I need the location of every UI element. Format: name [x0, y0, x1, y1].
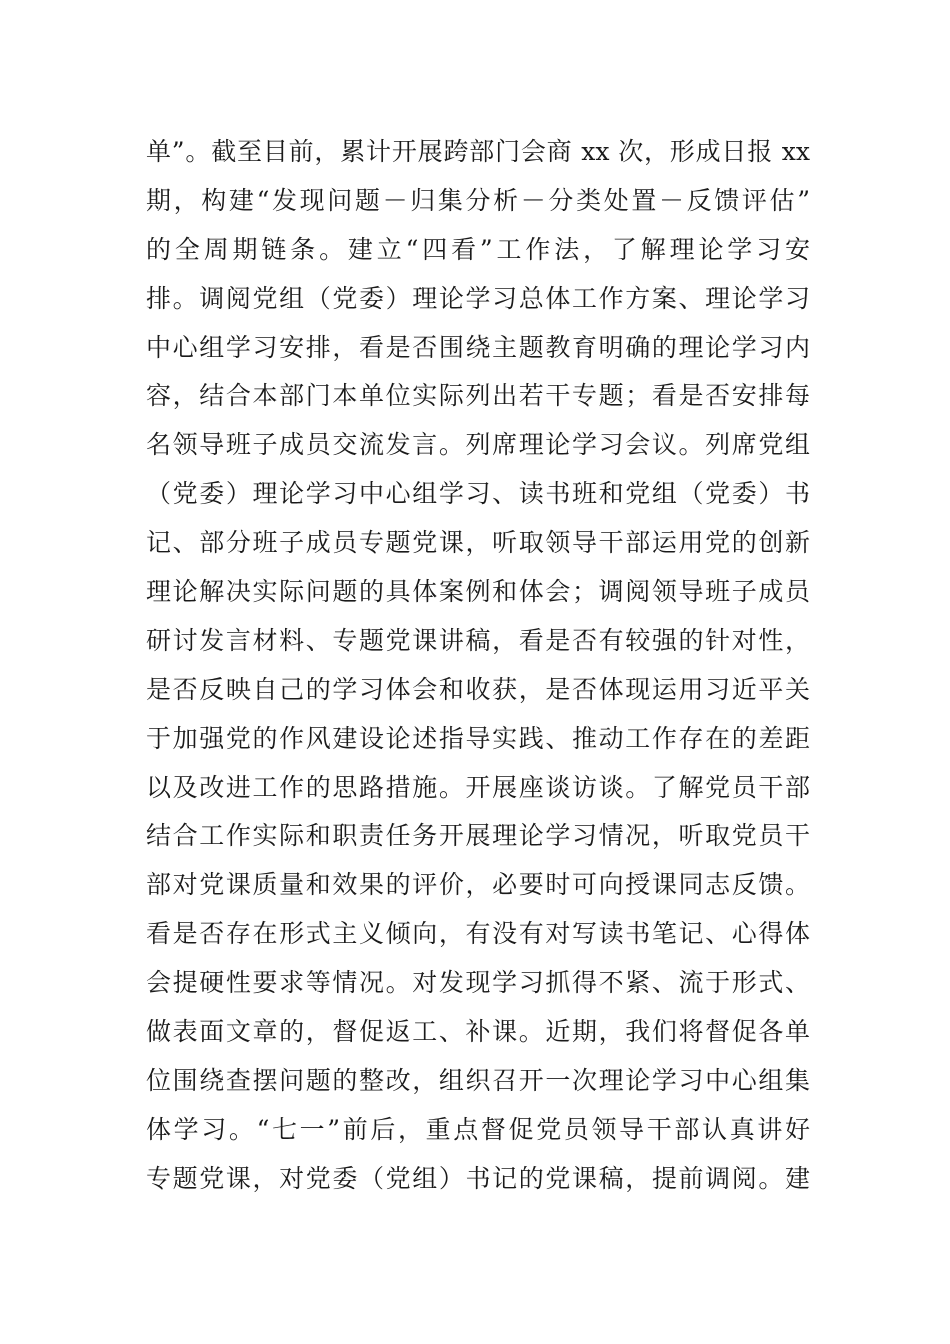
text-line: 记、部分班子成员专题党课，听取领导干部运用党的创新: [146, 528, 810, 558]
text-line: （党委）理论学习中心组学习、读书班和党组（党委）书: [146, 479, 810, 509]
text-line: 以及改进工作的思路措施。开展座谈访谈。了解党员干部: [146, 772, 810, 802]
text-line: 于加强党的作风建设论述指导实践、推动工作存在的差距: [146, 723, 810, 753]
text-line: 容，结合本部门本单位实际列出若干专题；看是否安排每: [146, 381, 810, 411]
body-text: [146, 128, 810, 1204]
text-line: 部对党课质量和效果的评价，必要时可向授课同志反馈。: [146, 870, 810, 900]
text-line: 研讨发言材料、专题党课讲稿，看是否有较强的针对性，: [146, 625, 810, 655]
text-line: 单”。截至目前，累计开展跨部门会商 xx 次，形成日报 xx: [146, 137, 810, 166]
text-line: 期，构建“发现问题－归集分析－分类处置－反馈评估”: [146, 185, 810, 215]
text-line: 中心组学习安排，看是否围绕主题教育明确的理论学习内: [146, 332, 810, 362]
text-line: 会提硬性要求等情况。对发现学习抓得不紧、流于形式、: [146, 968, 810, 998]
text-line: 专题党课，对党委（党组）书记的党课稿，提前调阅。建: [146, 1163, 810, 1193]
text-line: 排。调阅党组（党委）理论学习总体工作方案、理论学习: [146, 283, 810, 313]
text-line: 的全周期链条。建立“四看”工作法，了解理论学习安: [146, 234, 810, 264]
text-line: 结合工作实际和职责任务开展理论学习情况，听取党员干: [146, 821, 810, 851]
text-line: 做表面文章的，督促返工、补课。近期，我们将督促各单: [146, 1017, 810, 1047]
text-line: 名领导班子成员交流发言。列席理论学习会议。列席党组: [146, 430, 810, 460]
text-line: 是否反映自己的学习体会和收获，是否体现运用习近平关: [146, 674, 810, 704]
text-line: 位围绕查摆问题的整改，组织召开一次理论学习中心组集: [146, 1065, 810, 1095]
text-line: 理论解决实际问题的具体案例和体会；调阅领导班子成员: [146, 577, 810, 607]
text-line: 看是否存在形式主义倾向，有没有对写读书笔记、心得体: [146, 919, 810, 949]
text-line: 体学习。“七一”前后，重点督促党员领导干部认真讲好: [146, 1114, 810, 1144]
